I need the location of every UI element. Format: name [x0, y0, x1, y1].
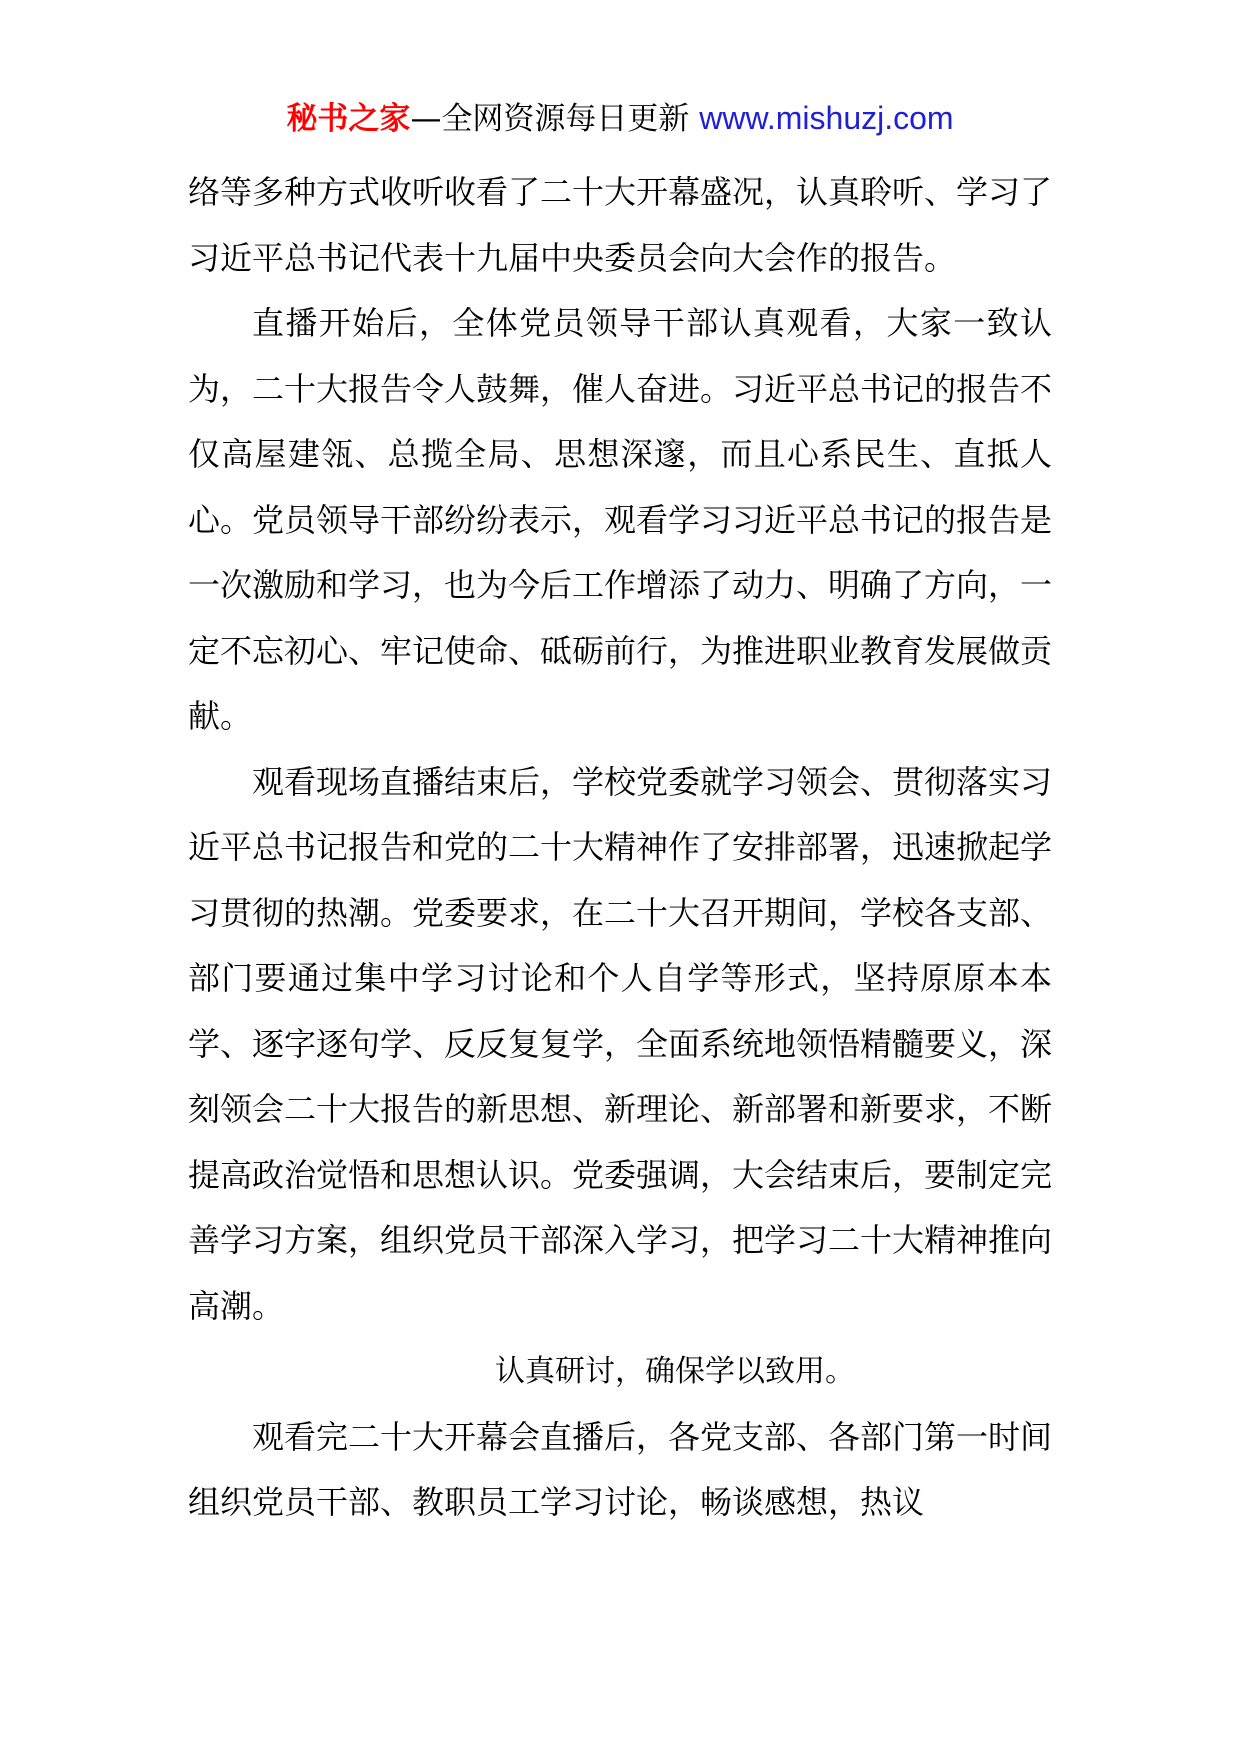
site-header [0, 98, 1240, 139]
paragraph-continued: 络等多种方式收听收看了二十大开幕盛况，认真聆听、学习了习近平总书记代表十九届中央委员会向大会作的报告。 [188, 173, 1053, 277]
section-subheading: 认真研讨，确保学以致用。 [495, 1354, 855, 1389]
header-tagline: —全网资源每日更新 [410, 101, 690, 137]
paragraph-discussion: 观看完二十大开幕会直播后，各党支部、各部门第一时间组织党员干部、教职员工学习讨论，畅谈感想，热议 [188, 1417, 1053, 1521]
paragraph-party-committee: 观看现场直播结束后，学校党委就学习领会、贯彻落实习近平总书记报告和党的二十大精神作了安排部署，迅速掀起学习贯彻的热潮。党委要求，在二十大召开期间，学校各支部、部门要通过集中学习讨论和个人自学等形式，坚持原原本本学、逐字逐句学、反反复复学，全面系统地领悟精髓要义，深刻领会二十大报告的新思想、新理论、新部署和新要求，不断提高政治觉悟和思想认识。党委强调，大会结束后，要制定完善学习方案，组织党员干部深入学习，把学习二十大精神推向高潮。 [188, 762, 1053, 1325]
brand-name: 秘书之家 [286, 101, 411, 137]
document-body [188, 160, 1052, 1536]
site-url-link[interactable]: www.mishuzj.com [699, 100, 954, 136]
paragraph-live-broadcast: 直播开始后，全体党员领导干部认真观看，大家一致认为，二十大报告令人鼓舞，催人奋进。习近平总书记的报告不仅高屋建瓴、总揽全局、思想深邃，而且心系民生、直抵人心。党员领导干部纷纷表示，观看学习习近平总书记的报告是一次激励和学习，也为今后工作增添了动力、明确了方向，一定不忘初心、牢记使命、砥砺前行，为推进职业教育发展做贡献。 [188, 304, 1053, 735]
